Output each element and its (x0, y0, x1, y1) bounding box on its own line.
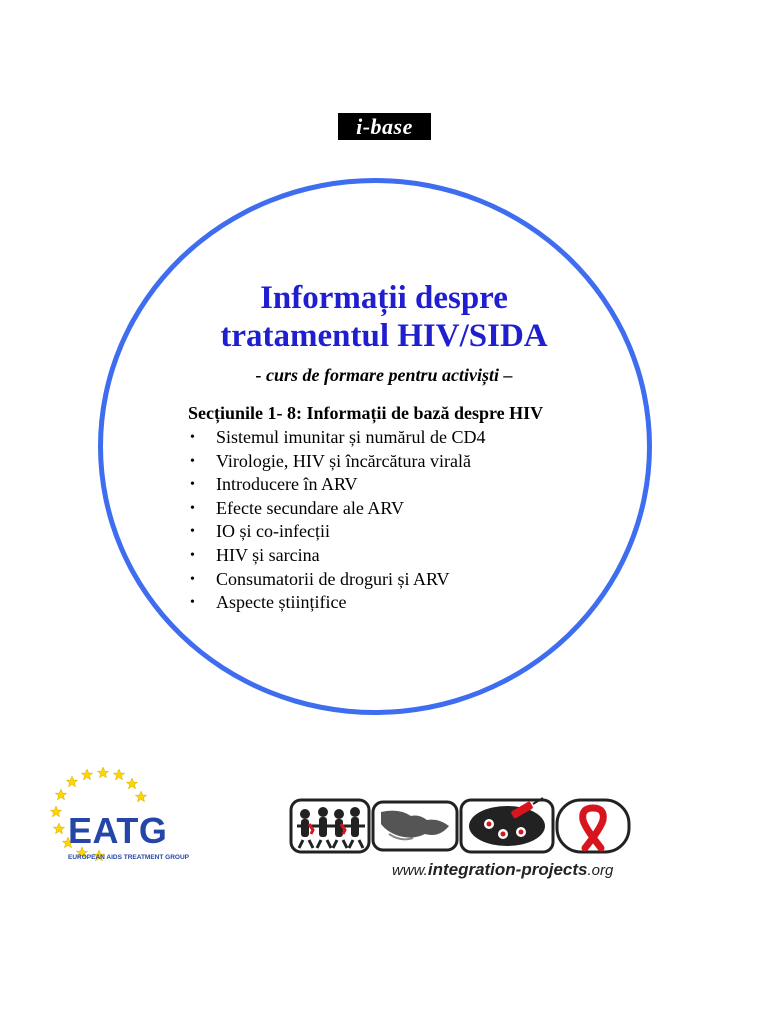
pills-syringe-icon (461, 798, 553, 852)
red-ribbon-icon (557, 800, 629, 852)
bullet-icon: • (190, 500, 195, 516)
topic-item: • Efecte secundare ale ARV (190, 497, 485, 521)
title-line-1: Informații despre (260, 280, 508, 316)
ibase-logo: i-base (338, 113, 431, 140)
world-map-icon (373, 802, 457, 850)
bullet-icon: • (190, 595, 195, 611)
subtitle: - curs de formare pentru activiști – (255, 365, 513, 385)
topic-item: • Consumatorii de droguri și ARV (190, 568, 485, 592)
topic-item: • Aspecte științifice (190, 591, 485, 615)
eatg-full-name: EUROPEAN AIDS TREATMENT GROUP (68, 854, 189, 861)
integration-projects-banner (289, 794, 633, 858)
bullet-icon: • (190, 571, 195, 587)
topic-item: • Sistemul imunitar și numărul de CD4 (190, 426, 485, 450)
bullet-icon: • (190, 524, 195, 540)
topic-item: • Virologie, HIV și încărcătura virală (190, 450, 485, 474)
topic-item: • Introducere în ARV (190, 473, 485, 497)
people-icon (291, 800, 369, 852)
integration-projects-url: www.integration-projects.org (392, 860, 614, 879)
sections-heading: Secțiunile 1- 8: Informații de bază despre HIV (188, 403, 544, 423)
bullet-icon: • (190, 477, 195, 493)
topic-item: • HIV și sarcina (190, 544, 485, 568)
bullet-icon: • (190, 547, 195, 563)
title-line-2: tratamentul HIV/SIDA (220, 318, 548, 354)
bullet-icon: • (190, 430, 195, 445)
topic-item: • IO și co-infecții (190, 520, 485, 544)
eatg-logo: EATG (68, 810, 168, 851)
bullet-icon: • (190, 453, 195, 469)
topic-list (190, 426, 485, 615)
